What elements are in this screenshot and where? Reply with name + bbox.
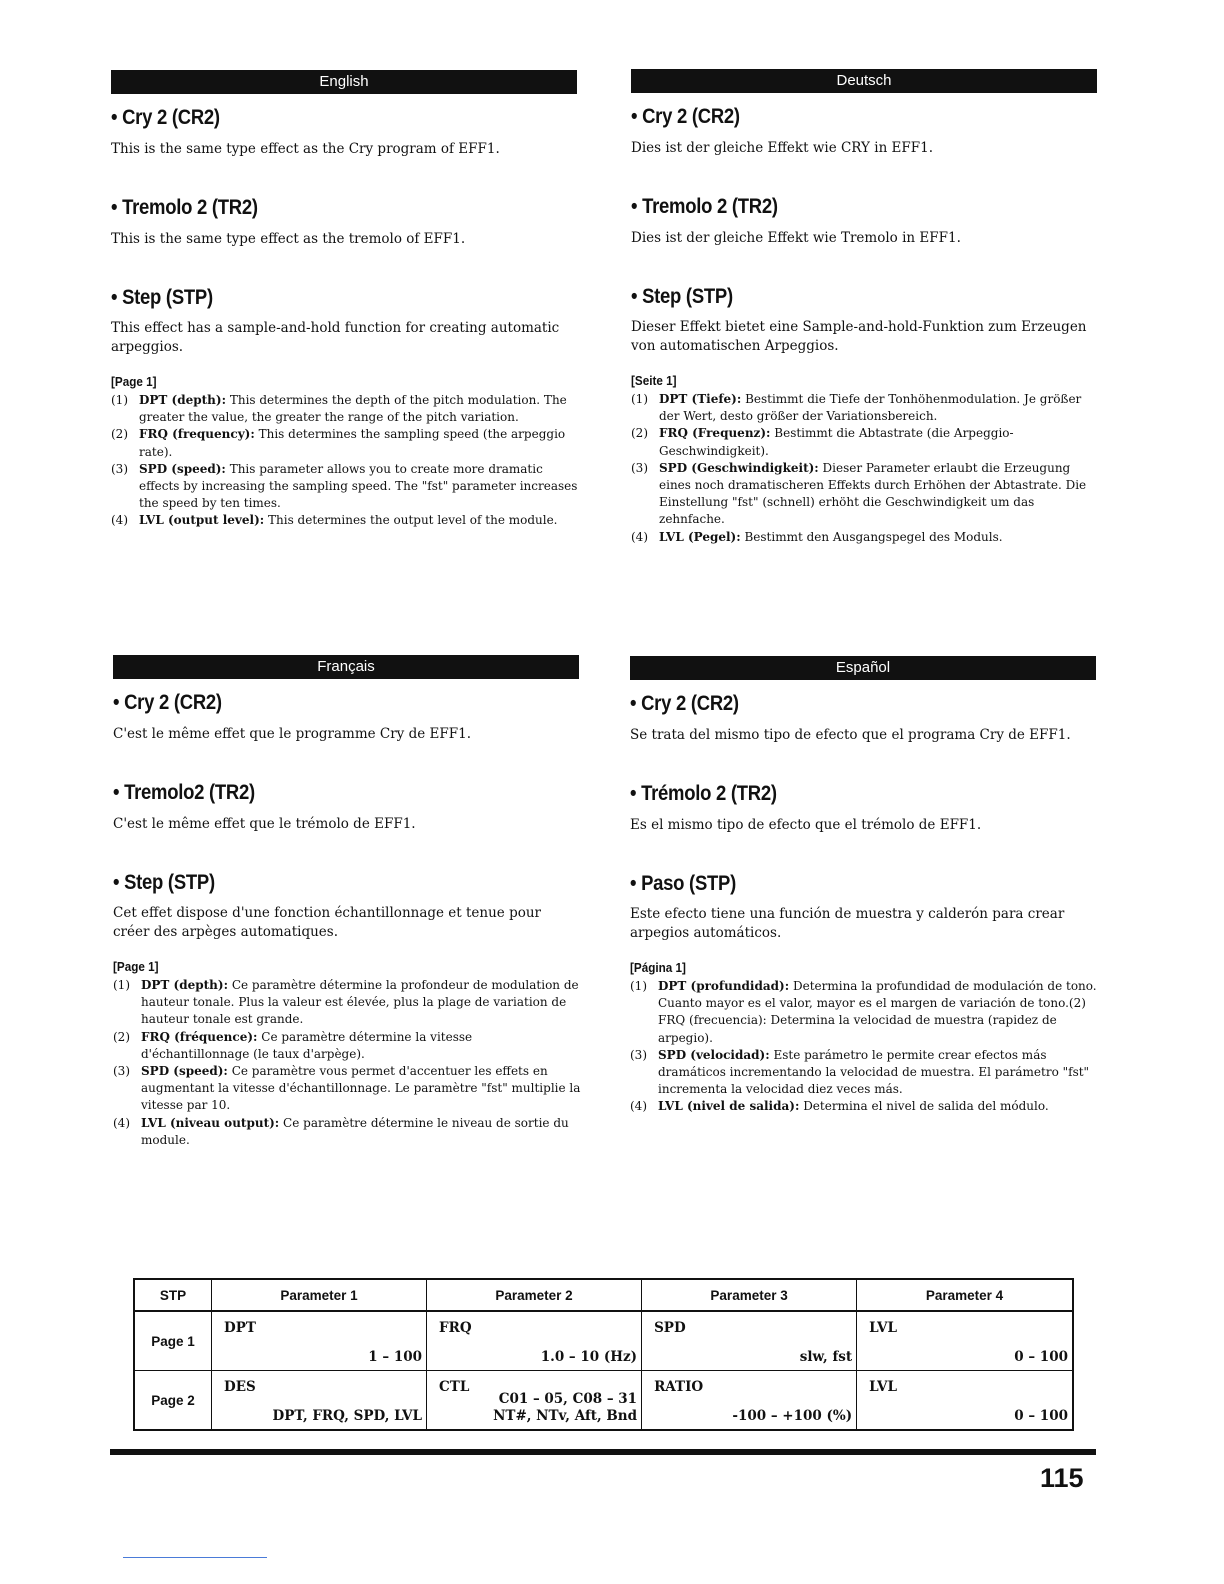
heading-step: • Paso (STP) xyxy=(630,872,736,895)
step-text: This effect has a sample-and-hold function for creating automatic arpeggios. xyxy=(111,320,560,355)
item-text: Ce paramètre détermine le niveau de sortie du module. xyxy=(141,1115,569,1147)
heading-step: • Step (STP) xyxy=(631,285,733,308)
param-name: DPT xyxy=(224,1320,256,1336)
row-label: Page 2 xyxy=(134,1371,212,1431)
heading-cry2: • Cry 2 (CR2) xyxy=(630,692,739,715)
item-text: Ce paramètre détermine la profondeur de modulation de hauteur tonale. Plus la valeur est élevée, plus la plage de variation de hauteur tonale est grande. xyxy=(141,978,579,1027)
item-number: (4) xyxy=(631,529,648,544)
parameter-list xyxy=(631,391,1101,546)
list-item xyxy=(113,977,583,1029)
table-corner: STP xyxy=(134,1279,212,1311)
item-number: (3) xyxy=(113,1064,130,1079)
list-item xyxy=(113,1115,583,1149)
param-name: FRQ xyxy=(439,1320,472,1336)
list-item xyxy=(631,391,1101,425)
section-english xyxy=(111,70,577,550)
row-label: Page 1 xyxy=(134,1311,212,1371)
cry2-text: C'est le même effet que le programme Cry de EFF1. xyxy=(113,726,471,742)
item-number: (3) xyxy=(630,1047,647,1062)
param-range: 0 – 100 xyxy=(1014,1349,1068,1365)
item-number: (4) xyxy=(113,1115,130,1130)
page-label: [Page 1] xyxy=(113,959,159,974)
parameter-list xyxy=(113,977,583,1149)
item-text: Dieser Parameter erlaubt die Erzeugung eines noch dramatischeren Effekts durch Erhöhen der Abtastrate. Die Einstellung "fst" (schnell) erhöht die Geschwindigkeit um das zehnfache. xyxy=(659,460,1087,527)
section-deutsch xyxy=(631,69,1097,549)
item-text: Este parámetro le permite crear efectos más dramáticos incrementando la velocidad de muestra. El parámetro "fst" incrementa la velocidad diez veces más. xyxy=(658,1047,1090,1097)
language-banner: Español xyxy=(630,656,1096,680)
item-term: DPT (depth): xyxy=(139,393,227,407)
list-item xyxy=(111,426,581,460)
item-text: Determina el nivel de salida del módulo. xyxy=(799,1099,1049,1114)
item-text: Bestimmt die Abtastrate (die Arpeggio-Geschwindigkeit). xyxy=(659,426,1014,458)
heading-cry2: • Cry 2 (CR2) xyxy=(111,106,220,129)
language-banner: English xyxy=(111,70,577,94)
item-number: (3) xyxy=(631,460,648,475)
column-header: Parameter 4 xyxy=(857,1279,1073,1311)
heading-step: • Step (STP) xyxy=(111,286,213,309)
list-item xyxy=(630,1098,1100,1115)
item-number: (4) xyxy=(630,1099,647,1114)
table-cell xyxy=(427,1311,642,1371)
page-label: [Page 1] xyxy=(111,374,157,389)
table-cell xyxy=(857,1371,1073,1431)
cry2-text: Dies ist der gleiche Effekt wie CRY in EFF1. xyxy=(631,140,934,156)
item-text: This determines the sampling speed (the arpeggio rate). xyxy=(139,427,566,459)
list-item xyxy=(631,529,1101,546)
item-text: Bestimmt die Tiefe der Tonhöhenmodulation. Je größer der Wert, desto größer der Variationsbereich. xyxy=(659,392,1082,424)
param-name: RATIO xyxy=(654,1379,704,1395)
heading-tremolo2: • Tremolo2 (TR2) xyxy=(113,781,255,804)
list-item xyxy=(630,1047,1100,1099)
column-header: Parameter 3 xyxy=(642,1279,857,1311)
table-cell xyxy=(642,1311,857,1371)
item-text: This determines the depth of the pitch modulation. The greater the value, the greater the range of the pitch variation. xyxy=(139,393,567,425)
param-range: 1 – 100 xyxy=(368,1349,423,1365)
item-term: SPD (speed): xyxy=(141,1064,228,1079)
item-text: Ce paramètre vous permet d'accentuer les effets en augmentant la vitesse d'échantillonnage. Le paramètre "fst" multiplie la vitesse par 10. xyxy=(141,1064,581,1113)
footer-rule xyxy=(110,1449,1096,1455)
param-range: C01 – 05, C08 – 31 NT#, NTv, Aft, Bnd xyxy=(493,1391,638,1424)
parameter-table xyxy=(133,1278,1074,1431)
parameter-list xyxy=(111,392,581,530)
list-item xyxy=(631,460,1101,529)
language-banner: Français xyxy=(113,655,579,679)
tremolo2-text: C'est le même effet que le trémolo de EFF1. xyxy=(113,816,416,832)
heading-cry2: • Cry 2 (CR2) xyxy=(113,691,222,714)
param-name: CTL xyxy=(439,1379,470,1395)
page-label: [Seite 1] xyxy=(631,373,677,388)
scan-artifact-line xyxy=(123,1557,267,1558)
item-term: DPT (profundidad): xyxy=(658,979,790,993)
heading-cry2: • Cry 2 (CR2) xyxy=(631,105,740,128)
section-espanol xyxy=(630,656,1096,1166)
cry2-text: Se trata del mismo tipo de efecto que el programa Cry de EFF1. xyxy=(630,727,1071,743)
item-term: FRQ (fréquence): xyxy=(141,1029,258,1044)
param-range: -100 – +100 (%) xyxy=(732,1408,853,1424)
tremolo2-text: Es el mismo tipo de efecto que el trémolo de EFF1. xyxy=(630,817,982,833)
item-number: (1) xyxy=(631,392,648,406)
param-name: DES xyxy=(224,1379,256,1395)
list-item xyxy=(630,978,1100,1047)
item-number: (2) xyxy=(631,426,648,441)
item-number: (1) xyxy=(111,393,128,407)
list-item xyxy=(113,1063,583,1115)
list-item xyxy=(113,1029,583,1063)
item-number: (1) xyxy=(113,978,130,992)
item-term: SPD (velocidad): xyxy=(658,1047,770,1062)
parameter-list xyxy=(630,978,1100,1116)
heading-step: • Step (STP) xyxy=(113,871,215,894)
item-term: LVL (Pegel): xyxy=(659,529,741,544)
param-range: DPT, FRQ, SPD, LVL xyxy=(272,1408,423,1424)
table-cell xyxy=(212,1371,427,1431)
table-cell xyxy=(857,1311,1073,1371)
param-name: LVL xyxy=(869,1320,897,1336)
table-row xyxy=(134,1311,1073,1371)
page-label: [Página 1] xyxy=(630,960,686,975)
item-term: LVL (niveau output): xyxy=(141,1115,280,1130)
item-text: Determina la profundidad de modulación de tono. Cuanto mayor es el valor, mayor es el margen de variación de tono.(2) FRQ (frecuencia): Determina la velocidad de muestra (rapidez de arpegio). xyxy=(658,979,1097,1045)
page-number: 115 xyxy=(1040,1463,1084,1493)
item-text: Ce paramètre détermine la vitesse d'échantillonnage (le taux d'arpège). xyxy=(141,1029,473,1061)
language-banner: Deutsch xyxy=(631,69,1097,93)
item-text: This parameter allows you to create more dramatic effects by increasing the sampling speed. The "fst" parameter increases the speed by ten times. xyxy=(139,461,578,511)
section-francais xyxy=(113,655,579,1165)
table-cell xyxy=(212,1311,427,1371)
heading-tremolo2: • Trémolo 2 (TR2) xyxy=(630,782,777,805)
list-item xyxy=(111,392,581,426)
tremolo2-text: Dies ist der gleiche Effekt wie Tremolo in EFF1. xyxy=(631,230,961,246)
table-cell xyxy=(427,1371,642,1431)
list-item xyxy=(111,512,581,529)
item-text: This determines the output level of the module. xyxy=(264,513,558,528)
list-item xyxy=(631,425,1101,459)
step-text: Dieser Effekt bietet eine Sample-and-hold-Funktion zum Erzeugen von automatischen Arpeggios. xyxy=(631,319,1087,354)
item-number: (2) xyxy=(113,1029,130,1044)
step-text: Este efecto tiene una función de muestra y calderón para crear arpegios automáticos. xyxy=(630,906,1065,941)
tremolo2-text: This is the same type effect as the tremolo of EFF1. xyxy=(111,231,466,247)
heading-tremolo2: • Tremolo 2 (TR2) xyxy=(111,196,258,219)
param-name: LVL xyxy=(869,1379,897,1395)
item-term: LVL (output level): xyxy=(139,513,265,528)
item-number: (1) xyxy=(630,979,647,993)
param-name: SPD xyxy=(654,1320,686,1336)
param-range: slw, fst xyxy=(799,1349,853,1365)
item-term: SPD (Geschwindigkeit): xyxy=(659,460,819,475)
item-text: Bestimmt den Ausgangspegel des Moduls. xyxy=(740,529,1003,544)
cry2-text: This is the same type effect as the Cry program of EFF1. xyxy=(111,141,500,157)
table-header-row xyxy=(134,1279,1073,1311)
param-range: 0 – 100 xyxy=(1014,1408,1068,1424)
heading-tremolo2: • Tremolo 2 (TR2) xyxy=(631,195,778,218)
column-header: Parameter 1 xyxy=(212,1279,427,1311)
item-number: (4) xyxy=(111,513,128,528)
step-text: Cet effet dispose d'une fonction échantillonnage et tenue pour créer des arpèges automatiques. xyxy=(113,905,542,940)
list-item xyxy=(111,461,581,513)
item-term: DPT (depth): xyxy=(141,978,229,992)
item-term: DPT (Tiefe): xyxy=(659,392,742,406)
item-term: LVL (nivel de salida): xyxy=(658,1099,800,1114)
table-cell xyxy=(642,1371,857,1431)
item-term: SPD (speed): xyxy=(139,461,226,476)
item-term: FRQ (Frequenz): xyxy=(659,426,771,441)
item-number: (2) xyxy=(111,427,128,442)
table-row xyxy=(134,1371,1073,1431)
item-number: (3) xyxy=(111,461,128,476)
column-header: Parameter 2 xyxy=(427,1279,642,1311)
param-range: 1.0 – 10 (Hz) xyxy=(540,1349,638,1365)
item-term: FRQ (frequency): xyxy=(139,427,255,442)
